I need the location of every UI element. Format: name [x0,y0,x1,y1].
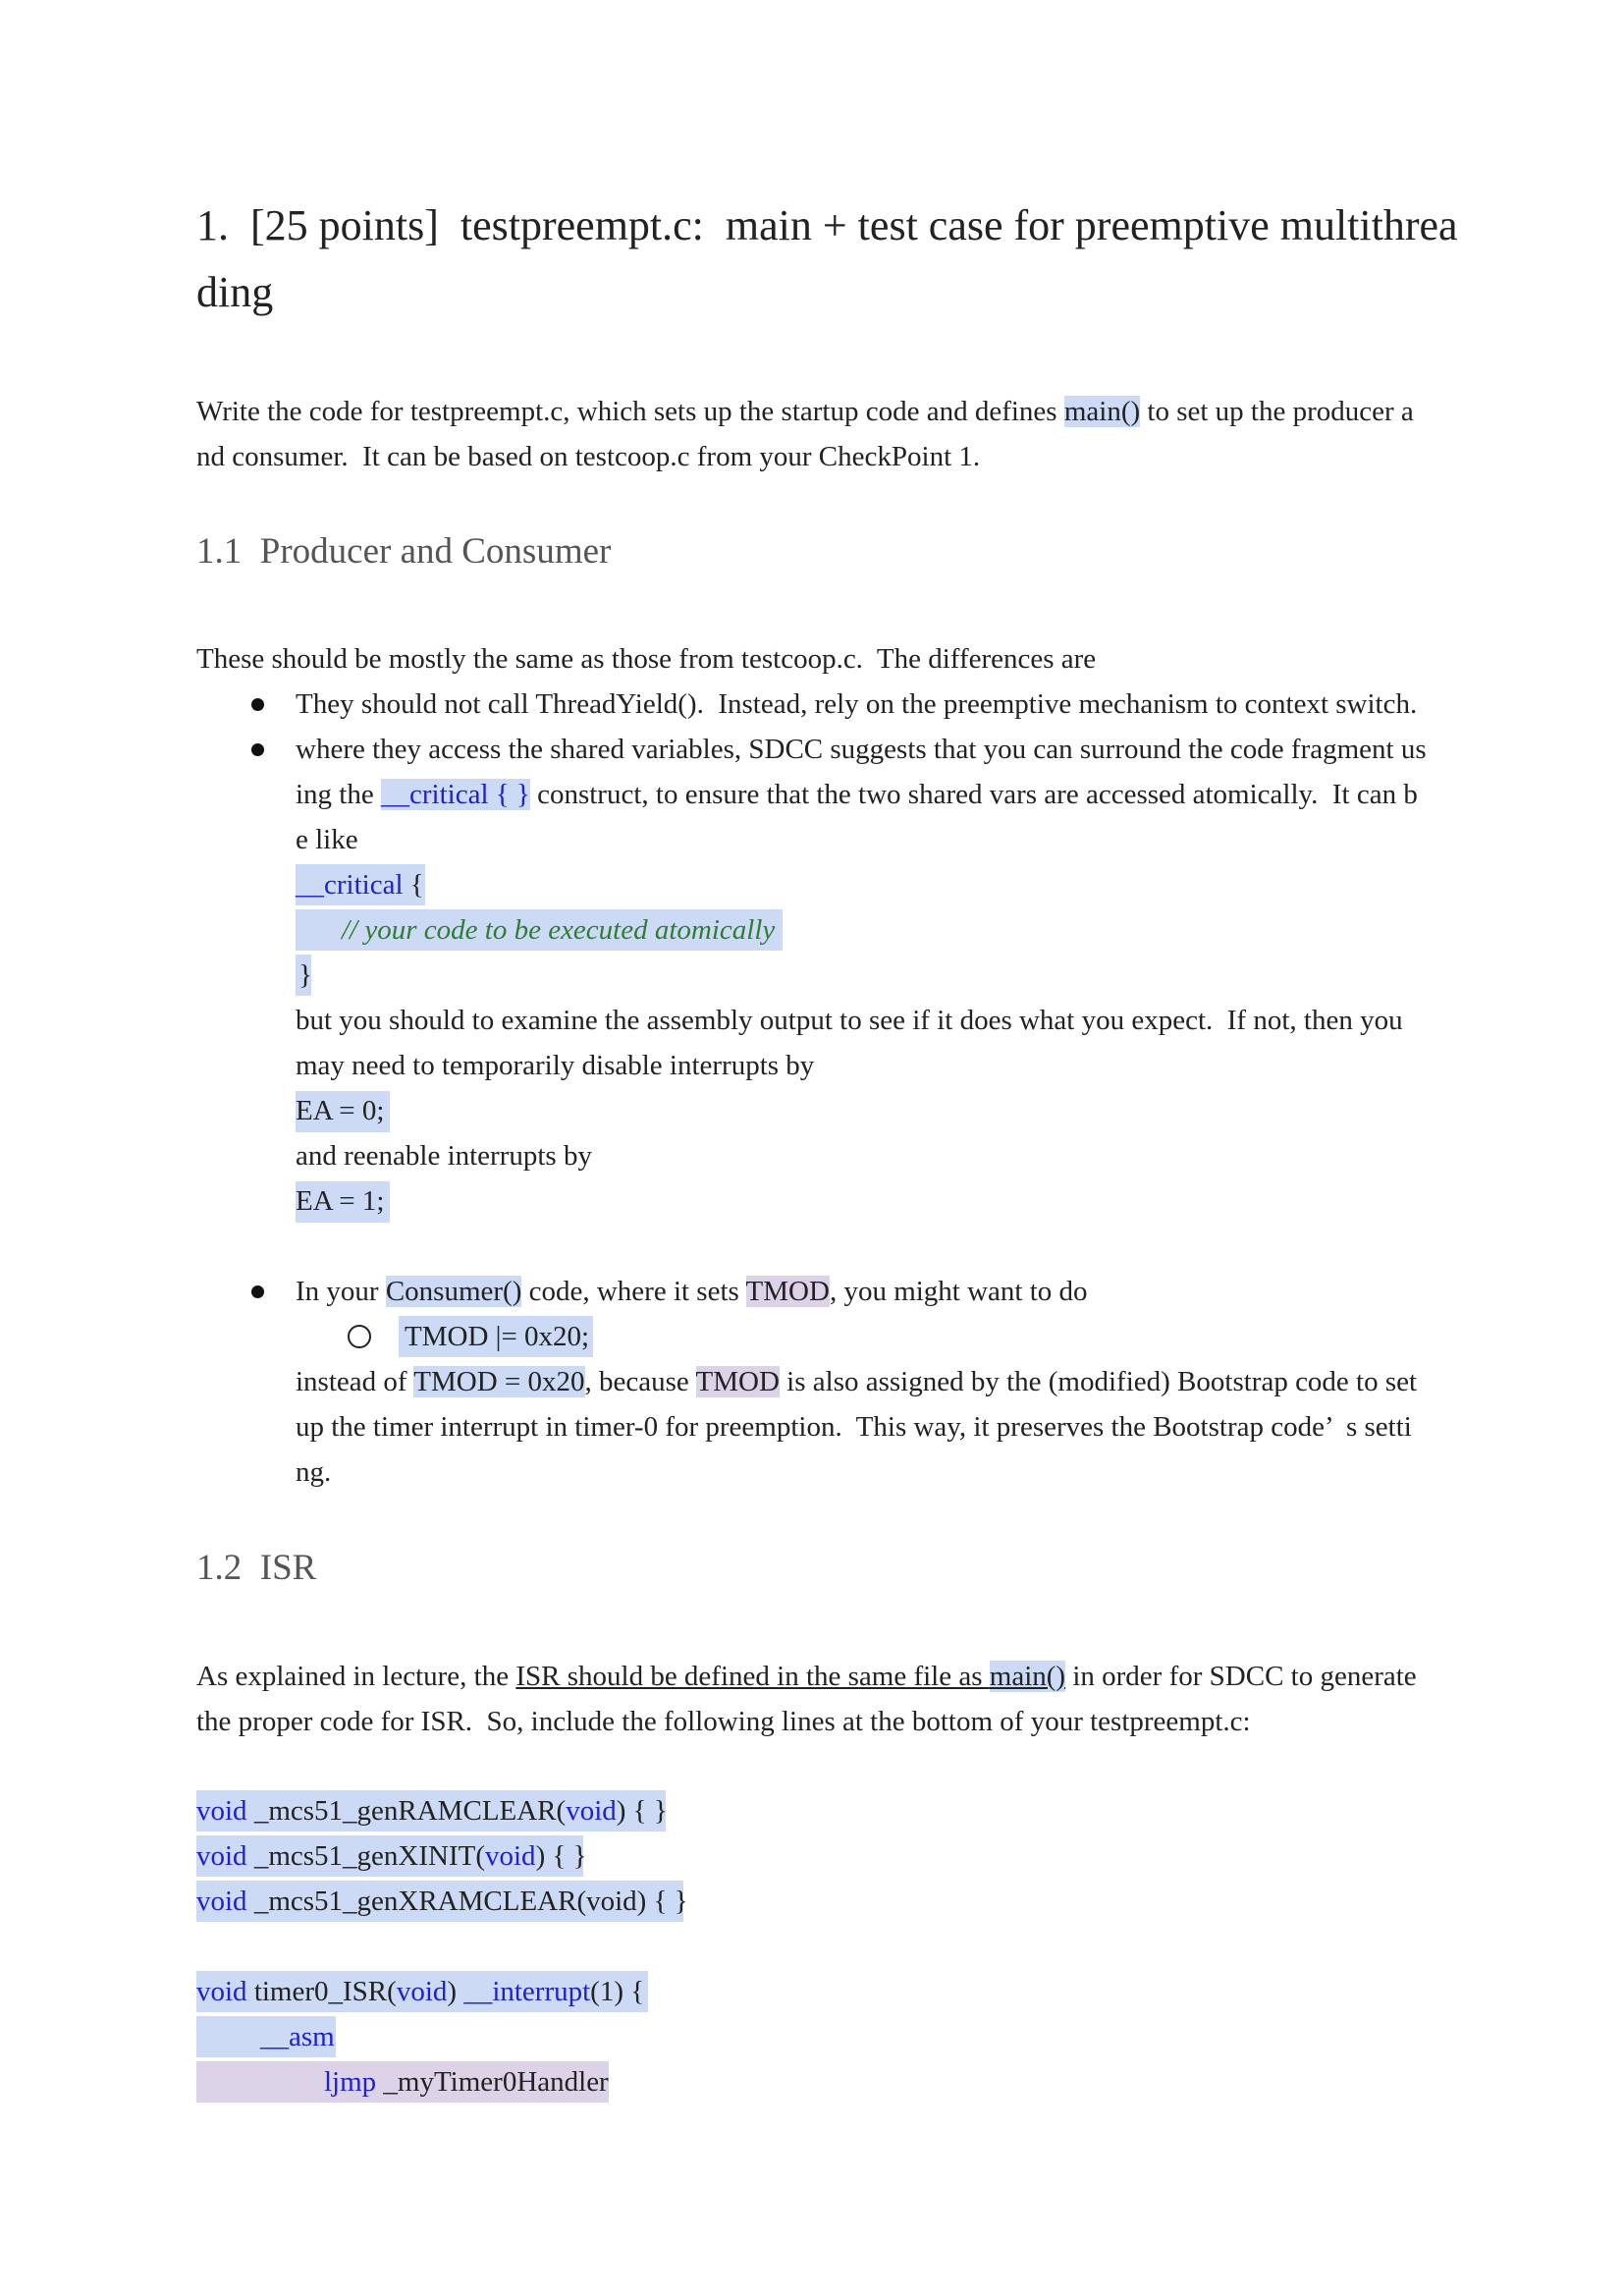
code-critical-open: __critical { [296,869,424,901]
isr-line-1: As explained in lecture, the ISR should be defined in the same file as main() in order for SDCC to generate [196,1661,1417,1692]
code-line-ljmp: ljmp _myTimer0Handler [324,2066,609,2098]
code-tmod-or: TMOD |= 0x20; [405,1321,590,1352]
code-line-timer0-isr: void timer0_ISR(void) __interrupt(1) { [196,1976,645,2007]
code-line-genxramclear: void _mcs51_genXRAMCLEAR(void) { } [196,1886,688,1917]
intro-line-2: nd consumer. It can be based on testcoop.c from your CheckPoint 1. [196,441,981,472]
tmod-ref: TMOD [695,1366,780,1397]
section-heading-1-1: 1.1 Producer and Consumer [196,531,612,572]
code-line-genramclear: void _mcs51_genRAMCLEAR(void) { } [196,1795,668,1827]
bullet-2-line-1: where they access the shared variables, SDCC suggests that you can surround the code fragment us [296,734,1427,765]
bullet-icon [251,698,264,711]
tmod-assign-ref: TMOD = 0x20 [413,1366,585,1397]
isr-line-2: the proper code for ISR. So, include the following lines at the bottom of your testpreempt.c: [196,1706,1251,1737]
bullet-1-text: They should not call ThreadYield(). Instead, rely on the preemptive mechanism to context switch. [296,688,1418,720]
page-title: 1. [25 points] testpreempt.c: main + test case for preemptive multithrea [196,201,1458,249]
page-title-continuation: ding [196,268,274,316]
code-ea1: EA = 1; [296,1185,385,1217]
section-heading-1-2: 1.2 ISR [196,1548,317,1588]
consumer-ref: Consumer() [385,1276,522,1307]
circle-bullet-icon [348,1325,371,1348]
bullet-icon [251,1285,264,1298]
code-ea0: EA = 0; [296,1095,385,1126]
code-line-genxinit: void _mcs51_genXINIT(void) { } [196,1840,587,1872]
code-close-brace: } [298,959,312,991]
main-ref: main() [989,1661,1066,1692]
bullet-2-line-5: may need to temporarily disable interrupts by [296,1050,815,1081]
code-line-asm: __asm [260,2021,335,2052]
bullet-3-line-2: instead of TMOD = 0x20, because TMOD is also assigned by the (modified) Bootstrap code to set [296,1366,1418,1397]
bullet-2-line-4: but you should to examine the assembly output to see if it does what you expect. If not, then you [296,1005,1403,1036]
bullet-3-line-4: ng. [296,1456,332,1488]
tmod-ref: TMOD [745,1276,830,1307]
pc-lead: These should be mostly the same as those from testcoop.c. The differences are [196,643,1097,675]
intro-line-1: Write the code for testpreempt.c, which sets up the startup code and defines main() to set up the producer a [196,396,1414,427]
critical-construct: __critical { } [381,779,530,810]
code-comment: // your code to be executed atomically [342,914,776,946]
bullet-2-line-3: e like [296,824,358,855]
bullet-3-line-1: In your Consumer() code, where it sets TMOD, you might want to do [296,1276,1088,1307]
bullet-icon [251,743,264,756]
bullet-2-line-2: ing the __critical { } construct, to ensure that the two shared vars are accessed atomically. It can b [296,779,1418,810]
main-ref: main() [1063,396,1141,427]
bullet-3-line-3: up the timer interrupt in timer-0 for preemption. This way, it preserves the Bootstrap code’ s setti [296,1411,1412,1443]
bullet-2-line-6: and reenable interrupts by [296,1140,592,1172]
